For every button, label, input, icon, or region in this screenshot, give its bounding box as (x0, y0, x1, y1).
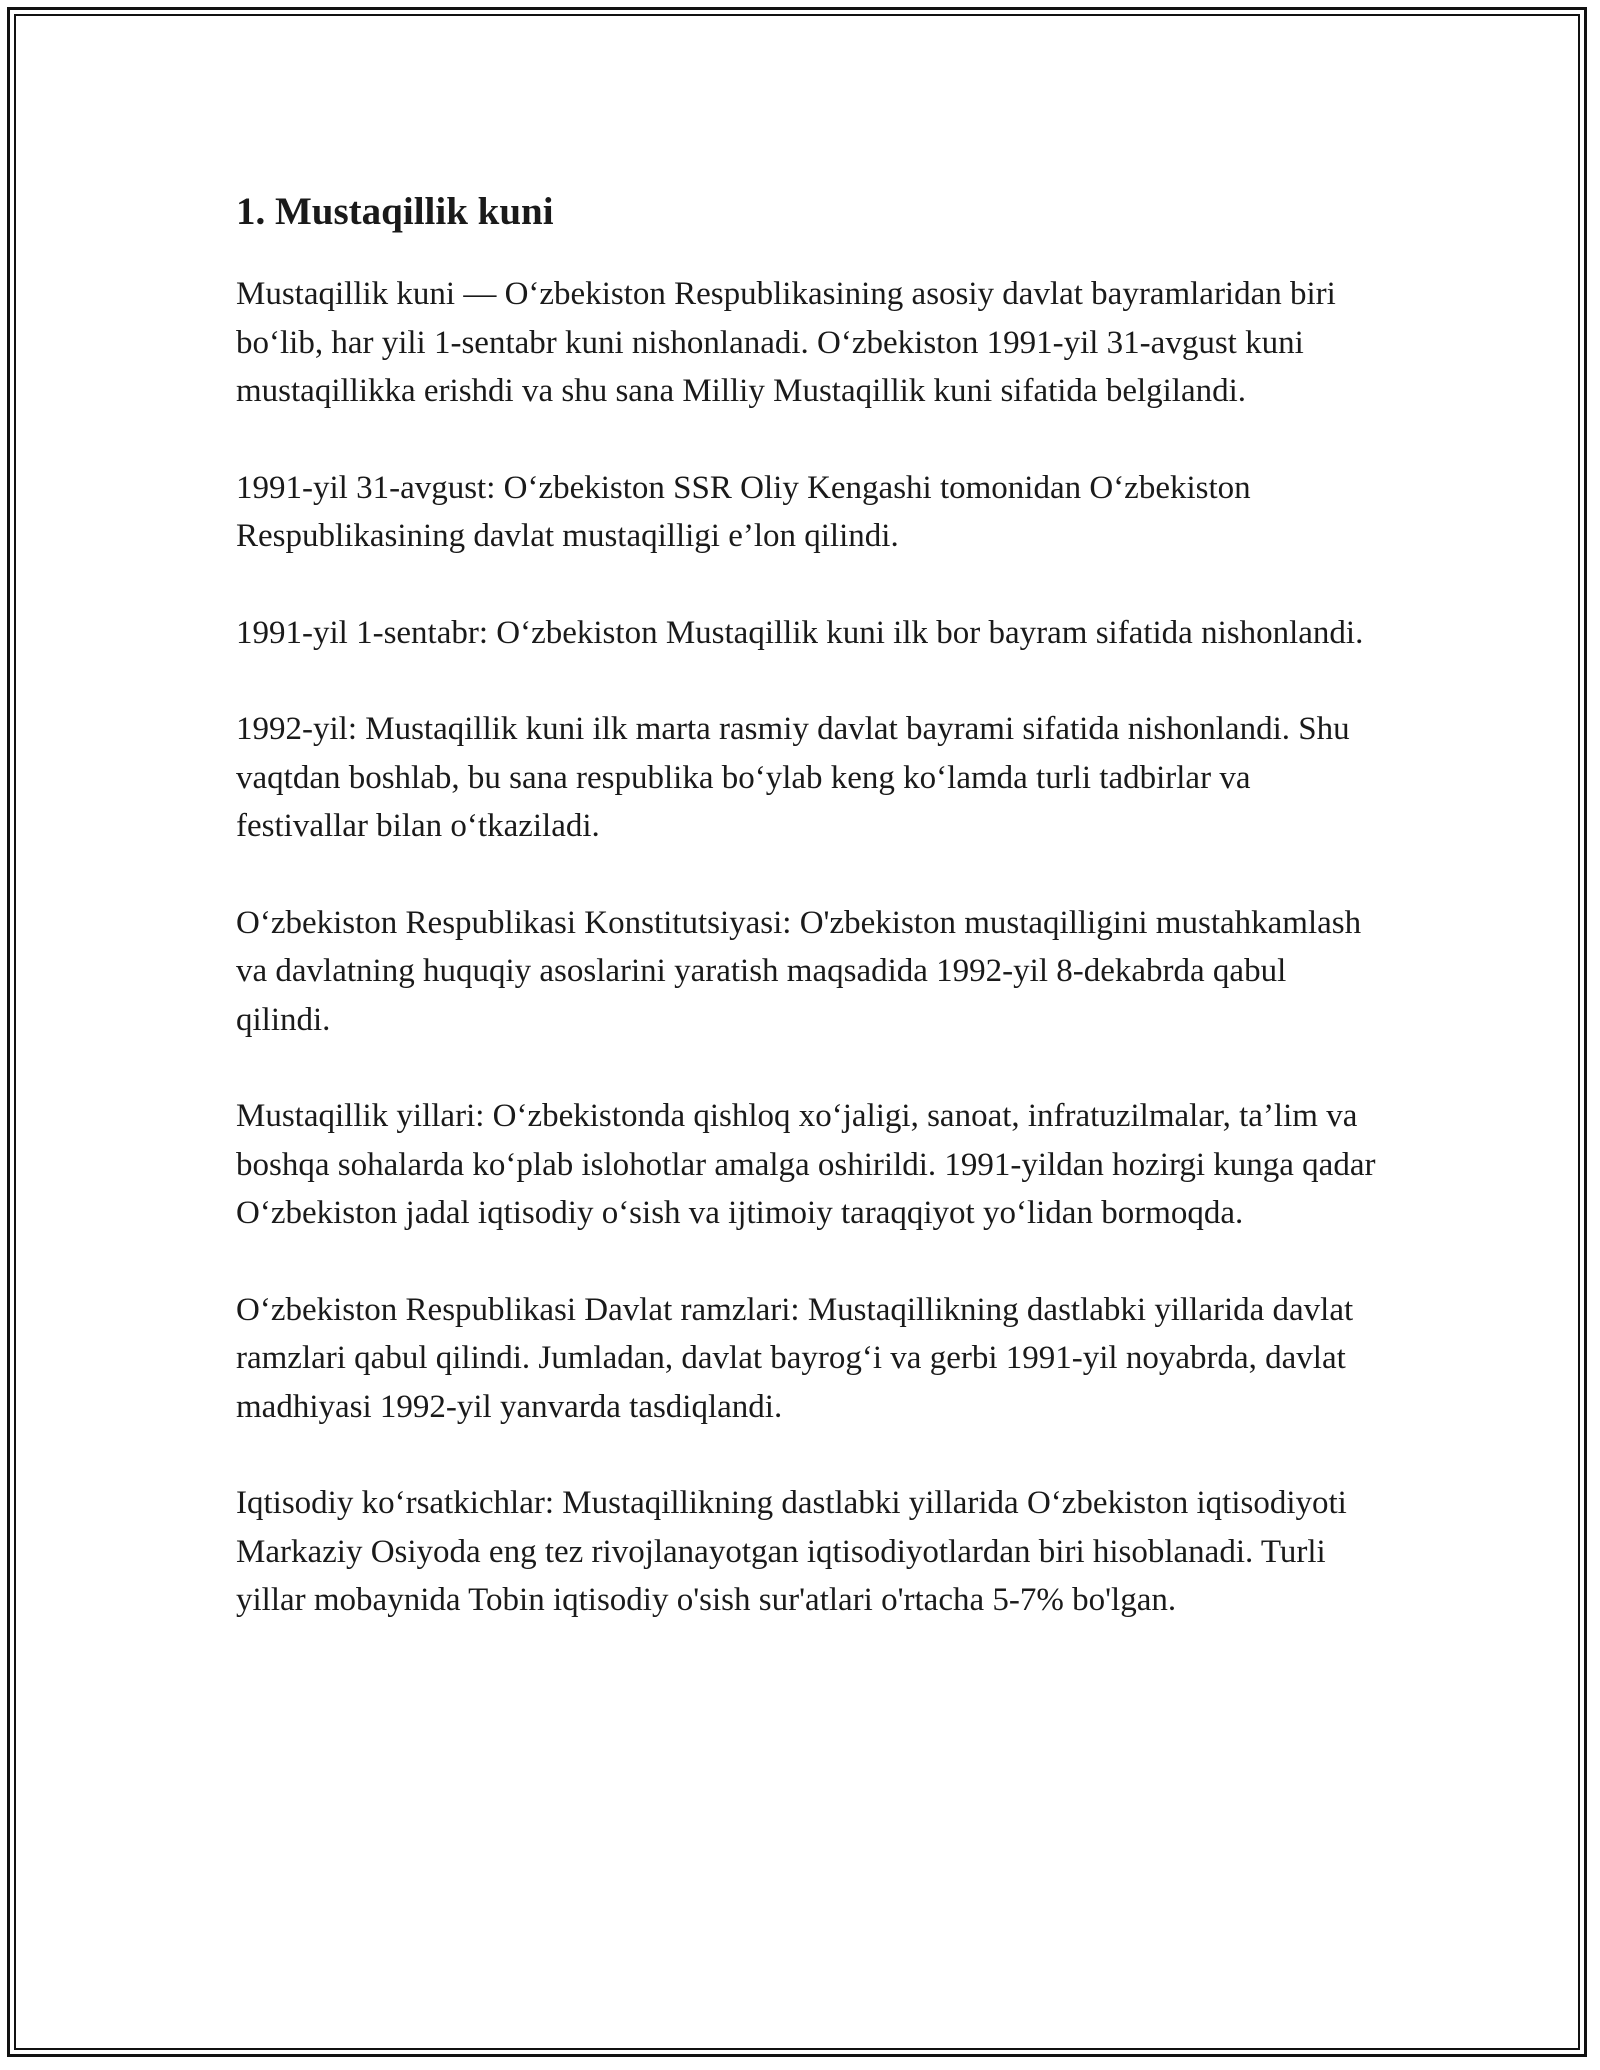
paragraph-independence-years: Mustaqillik yillari: O‘zbekistonda qishloq xo‘jaligi, sanoat, infratuzilmalar, ta’lim va boshqa sohalarda ko‘plab islohotlar amalga oshirildi. 1991-yildan hozirgi kunga qadar O‘zbekiston jadal iqtisodiy o‘sish va ijtimoiy taraqqiyot yo‘lidan bormoqda. (236, 1098, 1376, 1231)
paragraph-state-symbols: O‘zbekiston Respublikasi Davlat ramzlari: Mustaqillikning dastlabki yillarida davlat ramzlari qabul qilindi. Jumladan, davlat bayrog‘i va gerbi 1991-yil noyabrda, davlat madhiyasi 1992-yil yanvarda tasdiqlandi. (236, 1291, 1354, 1425)
document-body (236, 186, 1376, 1673)
paragraph-economic-indicators: Iqtisodiy ko‘rsatkichlar: Mustaqillikning dastlabki yillarida O‘zbekiston iqtisodiyoti Markaziy Osiyoda eng tez rivojlanayotgan iqtisodiyotlardan biri hisoblanadi. Turli yillar mobaynida Tobin iqtisodiy o'sish sur'atlari o'rtacha 5-7% bo'lgan. (236, 1485, 1347, 1618)
document-title: 1. Mustaqillik kuni (236, 190, 554, 233)
paragraph-constitution: O‘zbekiston Respublikasi Konstitutsiyasi: O'zbekiston mustaqilligini mustahkamlash va davlatning huquqiy asoslarini yaratish maqsadida 1992-yil 8-dekabrda qabul qilindi. (236, 904, 1362, 1038)
paragraph-official-holiday: 1992-yil: Mustaqillik kuni ilk marta rasmiy davlat bayrami sifatida nishonlandi. Shu vaqtdan boshlab, bu sana respublika bo‘ylab keng ko‘lamda turli tadbirlar va festivallar bilan o‘tkaziladi. (236, 711, 1350, 844)
paragraph-first-celebration: 1991-yil 1-sentabr: O‘zbekiston Mustaqillik kuni ilk bor bayram sifatida nishonlandi. (236, 614, 1364, 651)
paragraph-independence-declared: 1991-yil 31-avgust: O‘zbekiston SSR Oliy Kengashi tomonidan O‘zbekiston Respublikasining davlat mustaqilligi e’lon qilindi. (236, 469, 1251, 554)
paragraph-intro: Mustaqillik kuni — O‘zbekiston Respublikasining asosiy davlat bayramlaridan biri bo‘lib, har yili 1-sentabr kuni nishonlanadi. O‘zbekiston 1991-yil 31-avgust kuni mustaqillikka erishdi va shu sana Milliy Mustaqillik kuni sifatida belgilandi. (236, 276, 1336, 409)
